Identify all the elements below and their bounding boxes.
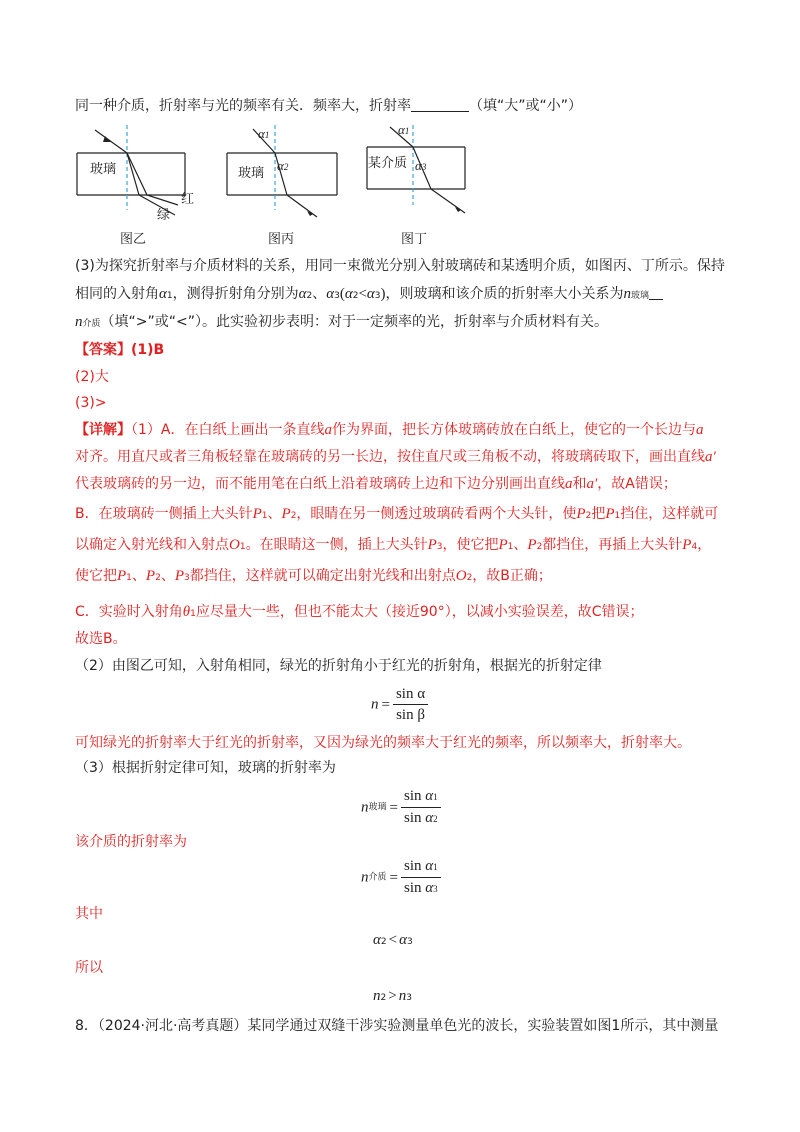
intro-hint: （填“大”或“小”）: [469, 98, 583, 114]
figure-yi-red-label: 红: [181, 192, 195, 207]
explain-p3-line-1: （3）根据折射定律可知，玻璃的折射率为: [75, 760, 336, 776]
explain-b-line-3: 使它把P1、P2、P3都挡住，这样就可以确定出射光线和出射点O2，故B正确；: [75, 568, 552, 584]
figure-ding-alpha3: α3: [415, 158, 427, 173]
figure-bing-alpha2: α2: [277, 158, 289, 173]
explain-p2-line-1: （2）由图乙可知，入射角相同，绿光的折射角小于红光的折射角，根据光的折射定律: [75, 658, 602, 674]
figure-yi-caption: 图乙: [120, 232, 147, 247]
answer-blank: [411, 97, 469, 112]
explain-p3-line-4: 所以: [75, 960, 103, 976]
explain-b-line-1: B．在玻璃砖一侧插上大头针P1、P2，眼睛在另一侧透过玻璃砖看两个大头针，使P2把P1挡住，这样就可: [75, 506, 719, 522]
figure-row: [75, 120, 735, 250]
q3-line-3: n介质（填“>”或“<”）。此实验初步表明：对于一定频率的光，折射率与介质材料有关。: [75, 314, 608, 330]
figure-yi-green-label: 绿: [157, 208, 171, 223]
figure-bing-caption: 图丙: [268, 232, 295, 247]
figure-ding-caption: 图丁: [401, 232, 428, 247]
explain-c-line-1: C．实验时入射角θ1应尽量大一些，但也不能太大（接近90°），以减小实验误差，故C错误；: [75, 604, 644, 620]
q3-line-1: (3)为探究折射率与介质材料的关系，用同一束微光分别入射玻璃砖和某透明介质，如图丙、丁所示。保持: [75, 258, 725, 274]
answer-line-3: (3)>: [75, 395, 107, 411]
figure-ding: [365, 125, 505, 220]
question-8: 8．（2024·河北·高考真题）某同学通过双缝干涉实验测量单色光的波长，实验装置如图1所示，其中测量: [75, 1018, 719, 1034]
formula-glass: n玻璃 = $\frac{\text{sin α1}}{\text{sin α2}}$: [361, 786, 441, 829]
explain-p1-line-3: 代表玻璃砖的另一边，而不能用笔在白纸上沿着玻璃砖上边和下边分别画出直线a和a′，故A错误；: [75, 476, 677, 492]
formula-snell: n = $\frac{\text{sin α}}{\text{sin β}}$: [371, 684, 428, 725]
answer-line-1: 【答案】(1)B: [75, 342, 165, 358]
formula-n-compare: n2 > n3: [373, 988, 412, 1004]
snell-fraction: $\frac{\text{sin α}}{\text{sin β}}$: [393, 684, 428, 725]
figure-yi-medium: 玻璃: [90, 162, 117, 177]
answer-line-2: (2)大: [75, 369, 109, 385]
explain-p3-line-2: 该介质的折射率为: [75, 834, 187, 850]
figure-ding-alpha1: α1: [398, 122, 410, 137]
intro-line: [75, 96, 582, 116]
intro-text: 同一种介质，折射率与光的频率有关．频率大，折射率: [75, 98, 411, 114]
explain-b-line-2: 以确定入射光线和入射点O1。在眼睛这一侧，插上大头针P3，使它把P1、P2都挡住，再插上大头针P4，: [75, 537, 712, 553]
explain-c-line-2: 故选B。: [75, 631, 127, 647]
q3-line-2: 相同的入射角α1，测得折射角分别为α2、α3(α2<α3)，则玻璃和该介质的折射率大小关系为n玻璃: [75, 284, 663, 306]
formula-medium: n介质 = $\frac{\text{sin α1}}{\text{sin α3}}$: [361, 856, 441, 899]
figure-ding-medium: 某介质: [368, 156, 408, 171]
explain-p2-line-2: 可知绿光的折射率大于红光的折射率，又因为绿光的频率大于红光的频率，所以频率大，折射率大。: [75, 735, 691, 751]
figure-bing-alpha1: α1: [258, 126, 270, 141]
explain-p3-line-3: 其中: [75, 906, 103, 922]
formula-alpha-compare: α2 < α3: [373, 932, 413, 948]
explain-p1-line-2: 对齐。用直尺或者三角板轻靠在玻璃砖的另一长边，按住直尺或三角板不动，将玻璃砖取下，画出直线a′: [75, 449, 716, 465]
explain-p1-line-1: 【详解】（1）A．在白纸上画出一条直线a作为界面，把长方体玻璃砖放在白纸上，使它的一个长边与a: [75, 422, 704, 438]
figure-bing-medium: 玻璃: [238, 166, 265, 181]
